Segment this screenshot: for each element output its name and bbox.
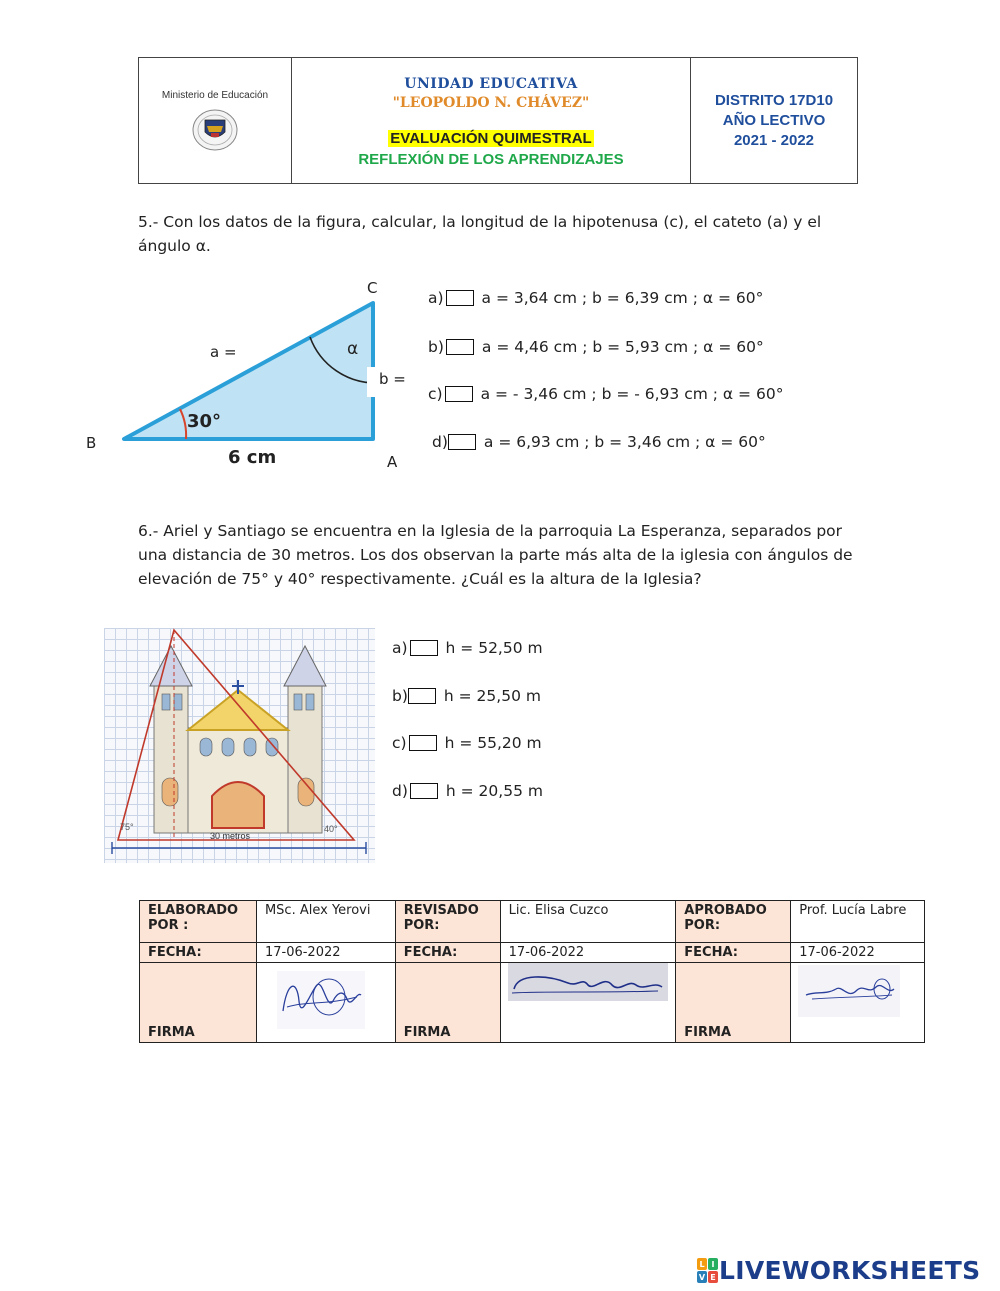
district-info — [691, 91, 857, 151]
distance-label: 30 metros — [210, 831, 251, 841]
q6-option-c-checkbox[interactable] — [409, 735, 437, 751]
revisado-signature-cell — [500, 963, 676, 1043]
reflection-title: REFLEXIÓN DE LOS APRENDIZAJES — [358, 151, 624, 168]
angle-75-label: 75° — [120, 822, 134, 832]
option-text: h = 25,50 m — [443, 687, 541, 705]
q5-option-b-checkbox[interactable] — [446, 339, 474, 355]
liveworksheets-logo — [697, 1256, 980, 1285]
option-letter: d) — [392, 782, 408, 800]
question-5-text: 5.- Con los datos de la figura, calcular, la longitud de la hipotenusa (c), el cateto (a) y el ángulo α. — [138, 213, 822, 255]
q5-option-a-checkbox[interactable] — [446, 290, 474, 306]
q5-option-d — [432, 433, 766, 451]
q6-option-d-checkbox[interactable] — [410, 783, 438, 799]
side-a-label: a = — [210, 343, 237, 361]
elaborado-name: MSc. Alex Yerovi — [256, 901, 395, 943]
option-letter: c) — [428, 385, 443, 403]
school-year: 2021 - 2022 — [733, 132, 815, 149]
table-row — [140, 901, 925, 943]
right-triangle-figure — [115, 295, 385, 450]
q6-option-a — [392, 639, 543, 657]
side-b-label: b = — [379, 370, 406, 388]
q5-option-c — [428, 385, 783, 403]
aprobado-label: APROBADO POR: — [676, 901, 791, 943]
aprobado-signature-cell — [791, 963, 925, 1043]
option-text: a = 3,64 cm ; b = 6,39 cm ; α = 60° — [481, 289, 764, 307]
svg-text:L: L — [699, 1259, 705, 1269]
ministry-logo-cell — [139, 58, 292, 183]
signature-icon — [798, 965, 900, 1017]
option-text: a = 4,46 cm ; b = 5,93 cm ; α = 60° — [481, 338, 764, 356]
fecha-label: FECHA: — [395, 943, 500, 963]
school-name: "LEOPOLDO N. CHÁVEZ" — [392, 95, 590, 111]
document-header — [138, 57, 858, 184]
elaborado-signature-cell — [256, 963, 395, 1043]
q6-option-c — [392, 734, 542, 752]
table-row — [140, 963, 925, 1043]
option-text: a = - 3,46 cm ; b = - 6,93 cm ; α = 60° — [480, 385, 784, 403]
option-text: a = 6,93 cm ; b = 3,46 cm ; α = 60° — [483, 433, 766, 451]
option-text: h = 52,50 m — [445, 639, 543, 657]
revisado-name: Lic. Elisa Cuzco — [500, 901, 676, 943]
option-letter: b) — [428, 338, 444, 356]
svg-text:E: E — [710, 1272, 716, 1282]
table-row — [140, 943, 925, 963]
liveworksheets-brand-name: LIVEWORKSHEETS — [719, 1256, 981, 1285]
svg-text:I: I — [711, 1259, 715, 1269]
ministry-name: Ministerio de Educación — [161, 90, 269, 101]
liveworksheets-mark-icon — [697, 1258, 719, 1284]
firma-label: FIRMA — [395, 963, 500, 1043]
q5-option-d-checkbox[interactable] — [448, 434, 476, 450]
school-title-cell — [292, 58, 691, 183]
option-letter: a) — [392, 639, 408, 657]
option-letter: c) — [392, 734, 407, 752]
revisado-label: REVISADO POR: — [395, 901, 500, 943]
option-letter: a) — [428, 289, 444, 307]
evaluation-title — [292, 130, 690, 147]
signature-icon — [508, 963, 668, 1001]
revisado-date: 17-06-2022 — [500, 943, 676, 963]
vertex-c-label: C — [367, 279, 378, 297]
q6-option-b — [392, 687, 541, 705]
option-text: h = 20,55 m — [445, 782, 543, 800]
church-figure — [104, 628, 375, 863]
signature-icon — [277, 971, 365, 1029]
elaborado-date: 17-06-2022 — [256, 943, 395, 963]
vertex-b-label: B — [86, 434, 97, 452]
option-letter: b) — [392, 687, 408, 705]
q6-option-a-checkbox[interactable] — [410, 640, 438, 656]
signature-table — [139, 900, 925, 1043]
fecha-label: FECHA: — [140, 943, 257, 963]
option-text: h = 55,20 m — [444, 734, 542, 752]
angle-30-label: 30° — [187, 411, 222, 432]
district-line: DISTRITO 17D10 — [714, 92, 834, 109]
svg-text:V: V — [698, 1272, 706, 1282]
q5-option-b — [428, 338, 764, 356]
district-cell — [691, 58, 857, 183]
school-crest-icon — [191, 108, 239, 152]
evaluation-title-text: EVALUACIÓN QUIMESTRAL — [390, 130, 592, 147]
q6-option-d — [392, 782, 543, 800]
option-letter: d) — [432, 433, 448, 451]
elaborado-label: ELABORADO POR : — [140, 901, 257, 943]
angle-40-label: 40° — [324, 824, 338, 834]
q5-option-a — [428, 289, 763, 307]
question-6-text: 6.- Ariel y Santiago se encuentra en la Iglesia de la parroquia La Esperanza, separados por una distancia de 30 metros. Los dos observan la parte más alta de la iglesia con ángulos de elevación de 75° y 40° respectivamente. ¿Cuál es la altura de la Iglesia? — [138, 522, 853, 588]
alpha-label: α — [347, 339, 359, 359]
firma-label: FIRMA — [140, 963, 257, 1043]
fecha-label: FECHA: — [676, 943, 791, 963]
aprobado-name: Prof. Lucía Labre — [791, 901, 925, 943]
vertex-a-label: A — [387, 453, 398, 471]
school-title: UNIDAD EDUCATIVA — [404, 76, 578, 92]
q6-option-b-checkbox[interactable] — [408, 688, 436, 704]
q5-option-c-checkbox[interactable] — [445, 386, 473, 402]
school-year-label: AÑO LECTIVO — [722, 112, 826, 129]
firma-label: FIRMA — [676, 963, 791, 1043]
base-6cm-label: 6 cm — [228, 447, 277, 468]
aprobado-date: 17-06-2022 — [791, 943, 925, 963]
